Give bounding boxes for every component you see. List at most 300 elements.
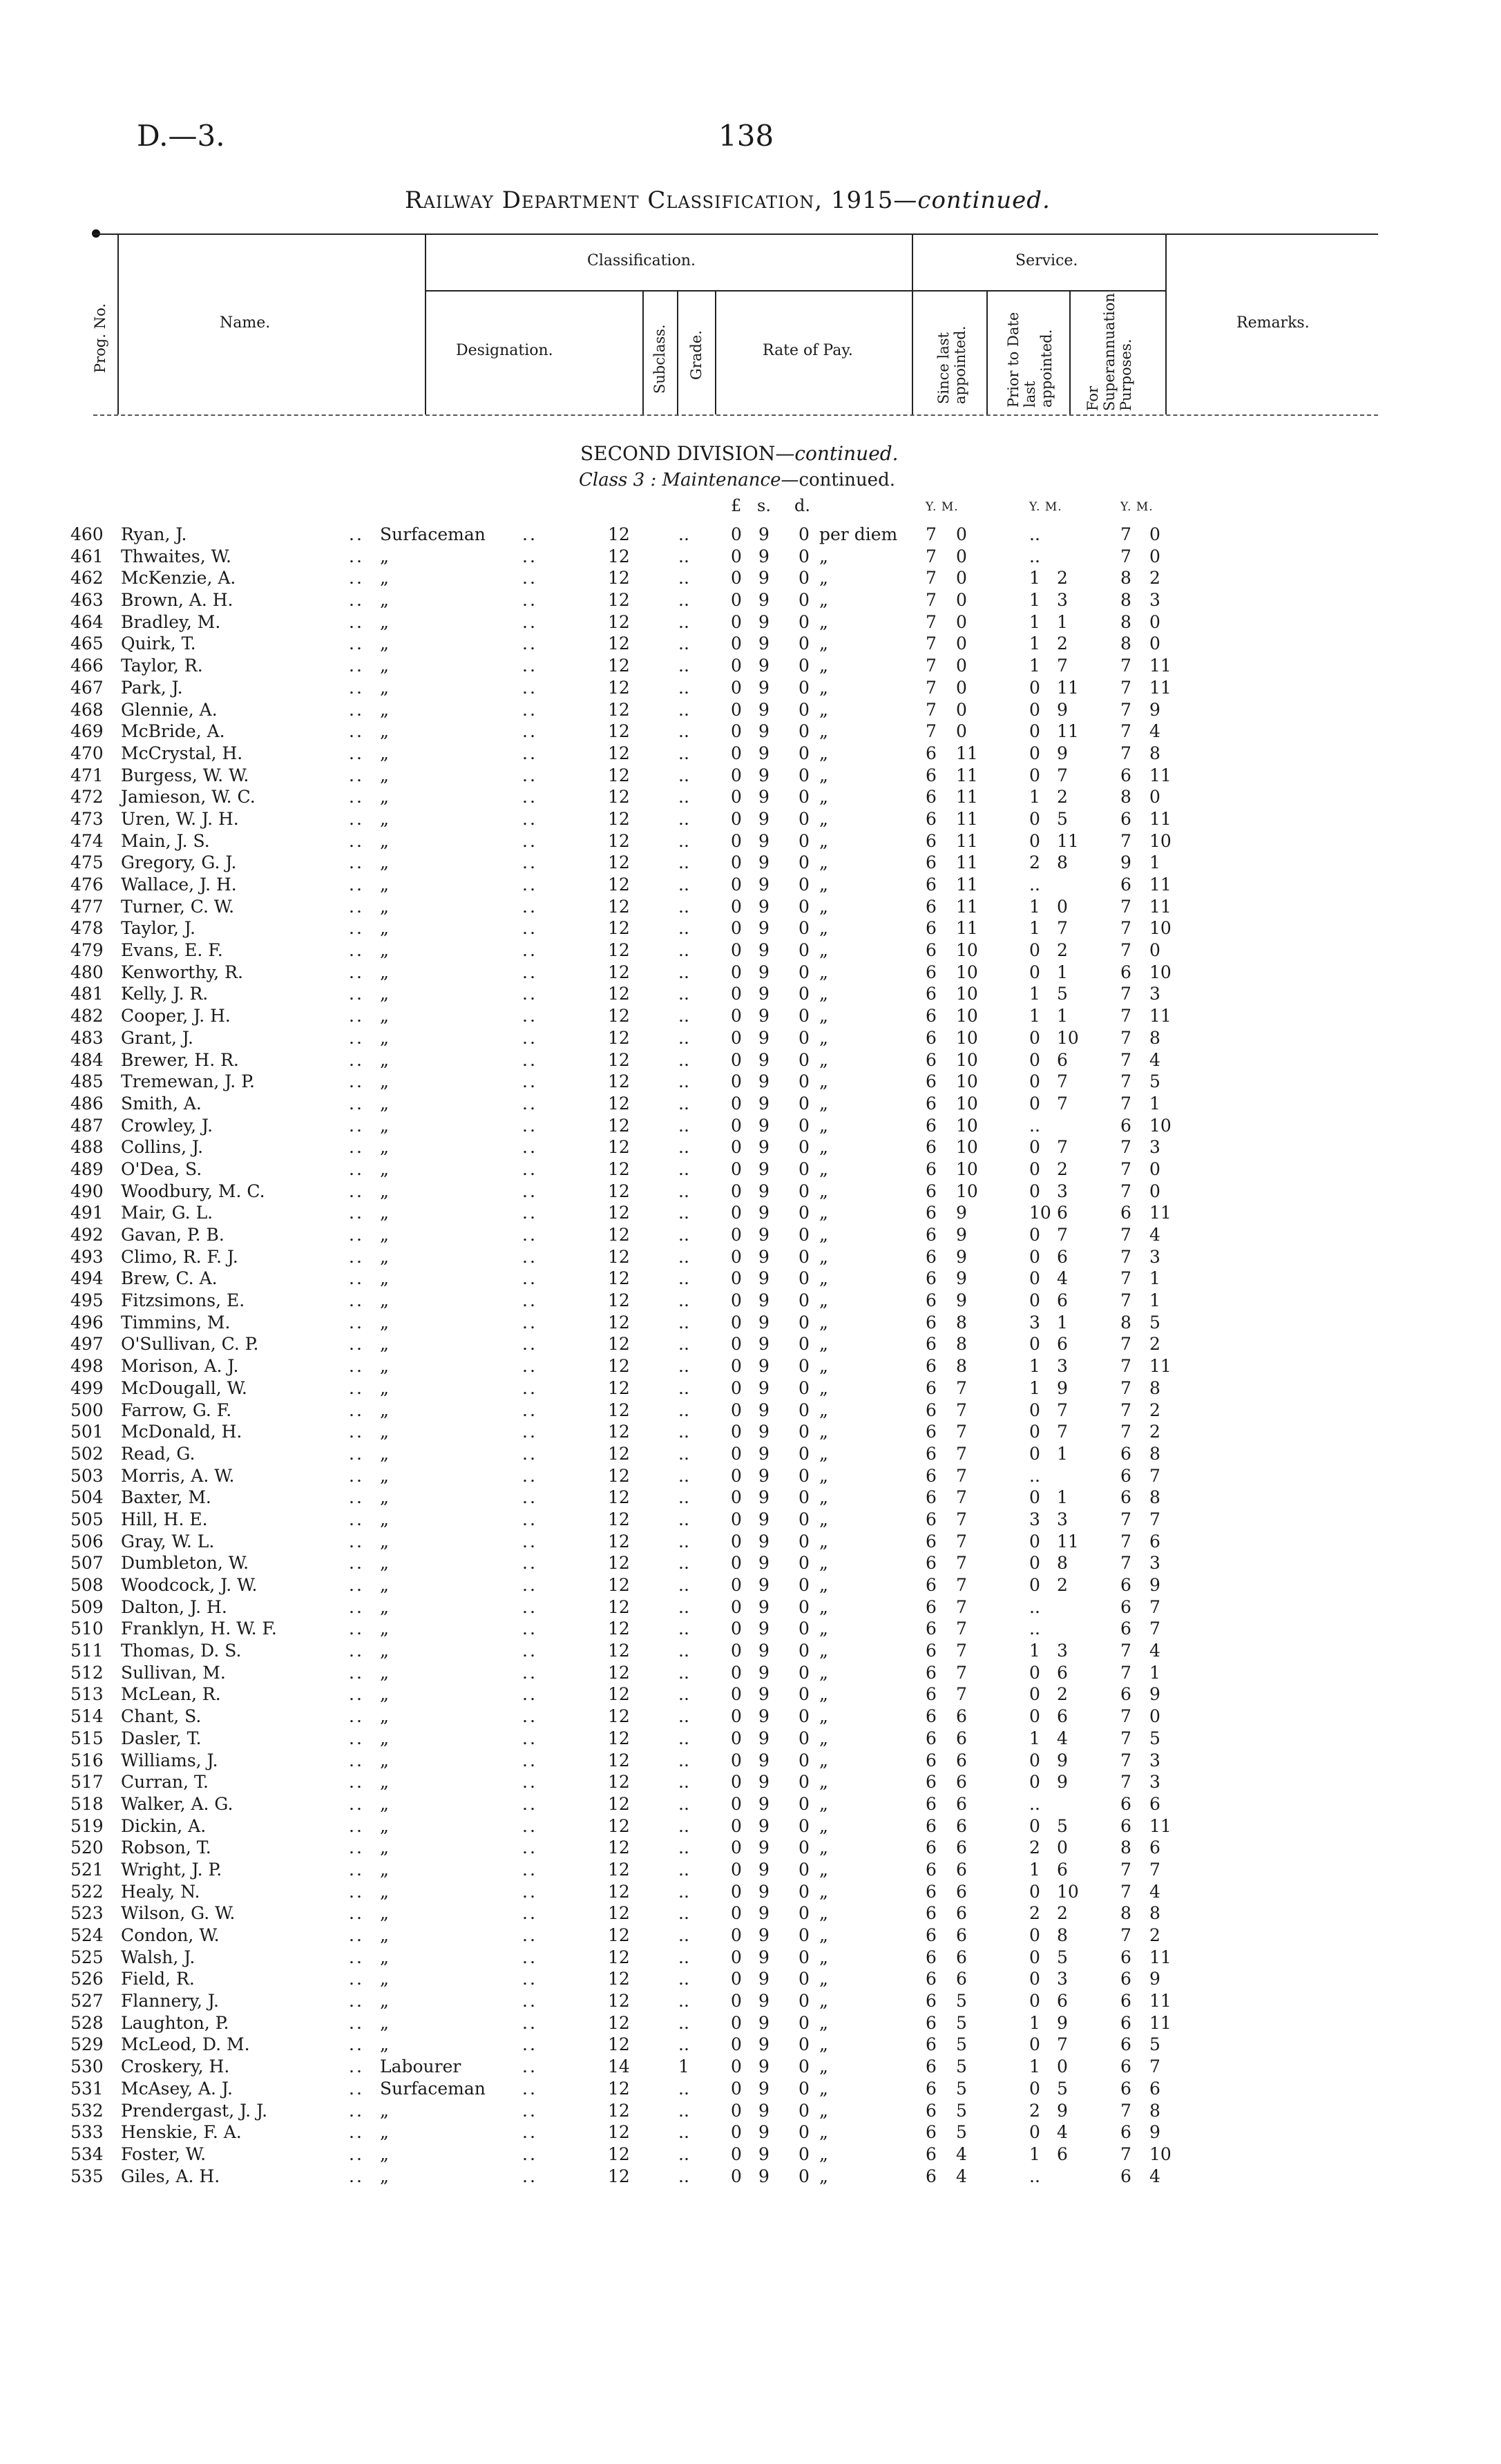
designation: „ bbox=[380, 1662, 389, 1683]
leader-dots: .. bbox=[522, 546, 537, 566]
prior-years: 0 bbox=[1029, 743, 1040, 763]
table-row bbox=[0, 1509, 1501, 1531]
pay-pence: 0 bbox=[799, 1027, 810, 1048]
since-years: 6 bbox=[926, 1290, 937, 1311]
section-continued: continued. bbox=[794, 442, 899, 465]
prior-years: .. bbox=[1029, 1465, 1040, 1486]
prior-years: .. bbox=[1029, 2166, 1040, 2186]
prog-no: 487 bbox=[70, 1115, 104, 1136]
since-months: 0 bbox=[956, 633, 967, 654]
pay-pence: 0 bbox=[799, 1947, 810, 1967]
staff-name: Morison, A. J. bbox=[121, 1356, 239, 1377]
pay-pounds: 0 bbox=[731, 1137, 742, 1158]
table-row bbox=[0, 1202, 1501, 1224]
pay-period: „ bbox=[819, 656, 828, 676]
grade: .. bbox=[678, 918, 689, 939]
leader-dots: .. bbox=[522, 1859, 537, 1880]
leader-dots: .. bbox=[349, 1837, 364, 1858]
leader-dots: .. bbox=[349, 1115, 364, 1136]
pay-shillings: 9 bbox=[758, 1465, 769, 1486]
staff-name: Evans, E. F. bbox=[121, 940, 223, 961]
prior-months: 1 bbox=[1057, 611, 1068, 632]
pay-shillings: 9 bbox=[758, 918, 769, 939]
since-months: 4 bbox=[956, 2143, 967, 2164]
subclass: 12 bbox=[608, 1793, 630, 1814]
super-months: 4 bbox=[1149, 721, 1160, 742]
leader-dots: .. bbox=[522, 1422, 537, 1442]
prior-years: 2 bbox=[1029, 1837, 1040, 1858]
super-months: 9 bbox=[1149, 699, 1160, 720]
super-years: 8 bbox=[1120, 1312, 1131, 1333]
leader-dots: .. bbox=[349, 1465, 364, 1486]
super-years: 8 bbox=[1120, 633, 1131, 654]
prog-no: 486 bbox=[70, 1093, 104, 1114]
subclass: 12 bbox=[608, 1641, 630, 1661]
pay-pence: 0 bbox=[799, 1093, 810, 1114]
pay-period: „ bbox=[819, 1706, 828, 1727]
designation: „ bbox=[380, 677, 389, 698]
pay-shillings: 9 bbox=[758, 984, 769, 1004]
leader-dots: .. bbox=[349, 1531, 364, 1551]
leader-dots: .. bbox=[349, 1225, 364, 1245]
leader-dots: .. bbox=[349, 1596, 364, 1617]
pay-pounds: 0 bbox=[731, 1290, 742, 1311]
since-years: 6 bbox=[926, 1334, 937, 1355]
designation: „ bbox=[380, 1706, 389, 1727]
subclass: 14 bbox=[608, 2056, 630, 2077]
grade: .. bbox=[678, 1859, 689, 1880]
table-row bbox=[0, 1290, 1501, 1312]
staff-name: Glennie, A. bbox=[121, 699, 218, 720]
pay-pounds: 0 bbox=[731, 1246, 742, 1267]
since-years: 6 bbox=[926, 1422, 937, 1442]
leader-dots: .. bbox=[349, 1772, 364, 1793]
leader-dots: .. bbox=[522, 1443, 537, 1464]
pay-pounds: 0 bbox=[731, 2166, 742, 2186]
since-years: 6 bbox=[926, 830, 937, 851]
pay-period: „ bbox=[819, 1465, 828, 1486]
since-years: 6 bbox=[926, 2100, 937, 2121]
leader-dots: .. bbox=[349, 918, 364, 939]
pay-pounds: 0 bbox=[731, 1422, 742, 1442]
subsection-continued: —continued. bbox=[781, 470, 895, 490]
designation: „ bbox=[380, 1925, 389, 1945]
staff-name: Main, J. S. bbox=[121, 830, 210, 851]
super-years: 7 bbox=[1120, 677, 1131, 698]
pay-shillings: 9 bbox=[758, 1509, 769, 1529]
prog-no: 497 bbox=[70, 1334, 104, 1355]
pay-pence: 0 bbox=[799, 1575, 810, 1595]
pay-pounds: 0 bbox=[731, 1815, 742, 1836]
since-months: 8 bbox=[956, 1334, 967, 1355]
pay-pounds: 0 bbox=[731, 1837, 742, 1858]
leader-dots: .. bbox=[349, 1377, 364, 1398]
pay-pounds: 0 bbox=[731, 1312, 742, 1333]
leader-dots: .. bbox=[522, 1225, 537, 1245]
pay-shillings: 9 bbox=[758, 2100, 769, 2121]
prior-years: 0 bbox=[1029, 1575, 1040, 1595]
prior-years: 0 bbox=[1029, 677, 1040, 698]
super-months: 9 bbox=[1149, 2122, 1160, 2143]
staff-name: Field, R. bbox=[121, 1969, 195, 1989]
table-row bbox=[0, 1465, 1501, 1487]
pay-pounds: 0 bbox=[731, 2122, 742, 2143]
designation: „ bbox=[380, 2122, 389, 2143]
grade: .. bbox=[678, 1728, 689, 1748]
prior-years: .. bbox=[1029, 1596, 1040, 1617]
staff-name: O'Dea, S. bbox=[121, 1158, 202, 1179]
since-years: 6 bbox=[926, 1684, 937, 1705]
since-months: 7 bbox=[956, 1377, 967, 1398]
leader-dots: .. bbox=[349, 1422, 364, 1442]
prog-no: 480 bbox=[70, 962, 104, 982]
since-months: 11 bbox=[956, 918, 978, 939]
prog-no: 460 bbox=[70, 524, 104, 544]
staff-name: Gray, W. L. bbox=[121, 1531, 215, 1551]
rule-v7 bbox=[986, 290, 988, 414]
pay-pence: 0 bbox=[799, 1706, 810, 1727]
prior-months: 6 bbox=[1057, 1334, 1068, 1355]
pay-period: „ bbox=[819, 1903, 828, 1924]
super-months: 2 bbox=[1149, 1925, 1160, 1945]
super-years: 7 bbox=[1120, 1422, 1131, 1442]
pay-pence: 0 bbox=[799, 1553, 810, 1574]
prog-no: 494 bbox=[70, 1268, 104, 1289]
super-years: 6 bbox=[1120, 808, 1131, 829]
prior-months: 6 bbox=[1057, 1290, 1068, 1311]
designation: „ bbox=[380, 1377, 389, 1398]
pay-period: „ bbox=[819, 1268, 828, 1289]
prog-no: 530 bbox=[70, 2056, 104, 2077]
staff-name: Baxter, M. bbox=[121, 1487, 211, 1508]
leader-dots: .. bbox=[522, 1181, 537, 1201]
super-years: 8 bbox=[1120, 611, 1131, 632]
since-years: 6 bbox=[926, 1706, 937, 1727]
table-row bbox=[0, 2034, 1501, 2056]
super-months: 11 bbox=[1149, 2012, 1172, 2033]
since-months: 0 bbox=[956, 590, 967, 611]
subclass: 12 bbox=[608, 1881, 630, 1902]
grade: .. bbox=[678, 1575, 689, 1595]
pay-period: „ bbox=[819, 1553, 828, 1574]
subclass: 12 bbox=[608, 1706, 630, 1727]
staff-name: Taylor, R. bbox=[121, 656, 203, 676]
since-months: 10 bbox=[956, 1137, 978, 1158]
pay-period: „ bbox=[819, 611, 828, 632]
table-row bbox=[0, 1990, 1501, 2012]
subclass: 12 bbox=[608, 1509, 630, 1529]
prior-months: 9 bbox=[1057, 1772, 1068, 1793]
prior-months: 6 bbox=[1057, 1706, 1068, 1727]
leader-dots: .. bbox=[349, 1750, 364, 1770]
prior-months: 3 bbox=[1057, 1641, 1068, 1661]
super-years: 7 bbox=[1120, 1531, 1131, 1551]
super-months: 11 bbox=[1149, 1991, 1172, 2012]
designation: Labourer bbox=[380, 2056, 461, 2077]
leader-dots: .. bbox=[349, 852, 364, 873]
leader-dots: .. bbox=[522, 984, 537, 1004]
subclass: 12 bbox=[608, 546, 630, 566]
rule-v4 bbox=[677, 290, 678, 414]
pay-pence: 0 bbox=[799, 1290, 810, 1311]
table-row bbox=[0, 1268, 1501, 1290]
pay-pence: 0 bbox=[799, 1158, 810, 1179]
pay-pence: 0 bbox=[799, 743, 810, 763]
subclass: 12 bbox=[608, 830, 630, 851]
super-years: 8 bbox=[1120, 590, 1131, 611]
prior-months: 5 bbox=[1057, 1815, 1068, 1836]
pay-period: „ bbox=[819, 1728, 828, 1748]
leader-dots: .. bbox=[349, 546, 364, 566]
grade: .. bbox=[678, 830, 689, 851]
subclass: 12 bbox=[608, 896, 630, 917]
leader-dots: .. bbox=[522, 1881, 537, 1902]
leader-dots: .. bbox=[522, 1925, 537, 1945]
since-years: 6 bbox=[926, 1903, 937, 1924]
staff-name: Jamieson, W. C. bbox=[121, 787, 256, 808]
grade: .. bbox=[678, 1268, 689, 1289]
grade: .. bbox=[678, 1531, 689, 1551]
super-years: 7 bbox=[1120, 940, 1131, 961]
subclass: 12 bbox=[608, 765, 630, 785]
leader-dots: .. bbox=[349, 743, 364, 763]
prog-no: 484 bbox=[70, 1049, 104, 1070]
pay-pence: 0 bbox=[799, 962, 810, 982]
grade: .. bbox=[678, 2078, 689, 2099]
prior-months: 2 bbox=[1057, 787, 1068, 808]
super-months: 0 bbox=[1149, 1181, 1160, 1201]
super-months: 3 bbox=[1149, 984, 1160, 1004]
since-years: 6 bbox=[926, 1377, 937, 1398]
super-years: 8 bbox=[1120, 1837, 1131, 1858]
grade: .. bbox=[678, 656, 689, 676]
leader-dots: .. bbox=[522, 2012, 537, 2033]
leader-dots: .. bbox=[522, 1312, 537, 1333]
pay-period: „ bbox=[819, 1641, 828, 1661]
super-months: 11 bbox=[1149, 677, 1172, 698]
leader-dots: .. bbox=[349, 699, 364, 720]
pay-pence: 0 bbox=[799, 1268, 810, 1289]
designation: „ bbox=[380, 2166, 389, 2186]
pay-period: „ bbox=[819, 1400, 828, 1420]
staff-name: Franklyn, H. W. F. bbox=[121, 1618, 277, 1639]
pay-period: „ bbox=[819, 1203, 828, 1223]
designation-header: Designation. bbox=[456, 342, 553, 359]
staff-name: McLeod, D. M. bbox=[121, 2034, 250, 2055]
subclass: 12 bbox=[608, 1947, 630, 1967]
super-years: 7 bbox=[1120, 1181, 1131, 1201]
designation: Surfaceman bbox=[380, 524, 486, 544]
pay-pounds: 0 bbox=[731, 656, 742, 676]
since-years: 7 bbox=[926, 611, 937, 632]
super-months: 8 bbox=[1149, 1487, 1160, 1508]
pay-shillings: 9 bbox=[758, 1377, 769, 1398]
super-years: 6 bbox=[1120, 1618, 1131, 1639]
leader-dots: .. bbox=[522, 2166, 537, 2186]
table-row bbox=[0, 1750, 1501, 1772]
since-years: 6 bbox=[926, 1596, 937, 1617]
table-row bbox=[0, 2166, 1501, 2188]
table-row bbox=[0, 1224, 1501, 1246]
prior-months: 1 bbox=[1057, 962, 1068, 982]
designation: „ bbox=[380, 1531, 389, 1551]
staff-name: Park, J. bbox=[121, 677, 183, 698]
grade: .. bbox=[678, 721, 689, 742]
since-years: 6 bbox=[926, 1750, 937, 1770]
subclass: 12 bbox=[608, 1575, 630, 1595]
table-row bbox=[0, 633, 1501, 655]
grade: .. bbox=[678, 1422, 689, 1442]
prior-months: 1 bbox=[1057, 1312, 1068, 1333]
since-months: 0 bbox=[956, 699, 967, 720]
subclass: 12 bbox=[608, 875, 630, 895]
subclass: 12 bbox=[608, 1137, 630, 1158]
pay-shillings: 9 bbox=[758, 524, 769, 544]
super-months: 0 bbox=[1149, 940, 1160, 961]
pay-shillings: 9 bbox=[758, 1422, 769, 1442]
pay-pence: 0 bbox=[799, 1903, 810, 1924]
pay-pence: 0 bbox=[799, 2012, 810, 2033]
since-months: 0 bbox=[956, 524, 967, 544]
prior-years: 0 bbox=[1029, 808, 1040, 829]
subclass: 12 bbox=[608, 1049, 630, 1070]
leader-dots: .. bbox=[522, 1071, 537, 1092]
pay-pence: 0 bbox=[799, 1356, 810, 1377]
prog-no: 463 bbox=[70, 590, 104, 611]
table-row bbox=[0, 699, 1501, 721]
pay-pence: 0 bbox=[799, 1815, 810, 1836]
since-years: 6 bbox=[926, 1947, 937, 1967]
designation: „ bbox=[380, 1684, 389, 1705]
prior-years: 0 bbox=[1029, 1750, 1040, 1770]
prog-no: 502 bbox=[70, 1443, 104, 1464]
super-months: 11 bbox=[1149, 656, 1172, 676]
pay-period: „ bbox=[819, 1071, 828, 1092]
since-months: 10 bbox=[956, 984, 978, 1004]
leader-dots: .. bbox=[522, 1158, 537, 1179]
prior-months: 7 bbox=[1057, 1137, 1068, 1158]
subclass: 12 bbox=[608, 2122, 630, 2143]
staff-name: Ryan, J. bbox=[121, 524, 187, 544]
designation: „ bbox=[380, 1312, 389, 1333]
grade: .. bbox=[678, 1969, 689, 1989]
since-months: 6 bbox=[956, 1881, 967, 1902]
table-row bbox=[0, 1662, 1501, 1684]
prog-no: 468 bbox=[70, 699, 104, 720]
prog-no: 489 bbox=[70, 1158, 104, 1179]
prior-years: .. bbox=[1029, 1793, 1040, 1814]
pay-shillings: 9 bbox=[758, 2056, 769, 2077]
since-years: 6 bbox=[926, 2012, 937, 2033]
pay-period: „ bbox=[819, 852, 828, 873]
leader-dots: .. bbox=[349, 1706, 364, 1727]
pay-shillings: 9 bbox=[758, 1246, 769, 1267]
subclass: 12 bbox=[608, 1443, 630, 1464]
since-years: 6 bbox=[926, 1049, 937, 1070]
leader-dots: .. bbox=[522, 830, 537, 851]
super-years: 7 bbox=[1120, 2100, 1131, 2121]
leader-dots: .. bbox=[349, 2166, 364, 2186]
prior-years: 0 bbox=[1029, 1443, 1040, 1464]
pay-pounds: 0 bbox=[731, 852, 742, 873]
since-years: 6 bbox=[926, 1027, 937, 1048]
super-months: 4 bbox=[1149, 1641, 1160, 1661]
staff-name: O'Sullivan, C. P. bbox=[121, 1334, 259, 1355]
designation: „ bbox=[380, 984, 389, 1004]
designation: „ bbox=[380, 1443, 389, 1464]
staff-name: Woodbury, M. C. bbox=[121, 1181, 265, 1201]
grade: .. bbox=[678, 787, 689, 808]
pay-pence: 0 bbox=[799, 1641, 810, 1661]
super-months: 11 bbox=[1149, 765, 1172, 785]
since-months: 5 bbox=[956, 2034, 967, 2055]
prior-years: 0 bbox=[1029, 1531, 1040, 1551]
pay-period: „ bbox=[819, 699, 828, 720]
since-years: 6 bbox=[926, 1246, 937, 1267]
leader-dots: .. bbox=[522, 808, 537, 829]
super-months: 9 bbox=[1149, 1684, 1160, 1705]
since-years: 6 bbox=[926, 1641, 937, 1661]
super-years: 7 bbox=[1120, 721, 1131, 742]
staff-name: Collins, J. bbox=[121, 1137, 204, 1158]
table-row bbox=[0, 1947, 1501, 1969]
grade: .. bbox=[678, 524, 689, 544]
pay-period: „ bbox=[819, 875, 828, 895]
leader-dots: .. bbox=[522, 1290, 537, 1311]
prior-years: 0 bbox=[1029, 2078, 1040, 2099]
leader-dots: .. bbox=[349, 1093, 364, 1114]
pay-shillings: 9 bbox=[758, 1181, 769, 1201]
super-months: 6 bbox=[1149, 1837, 1160, 1858]
since-years: 6 bbox=[926, 1772, 937, 1793]
pay-period: „ bbox=[819, 1356, 828, 1377]
designation: „ bbox=[380, 1903, 389, 1924]
leader-dots: .. bbox=[349, 677, 364, 698]
prior-years: 0 bbox=[1029, 830, 1040, 851]
prog-no: 518 bbox=[70, 1793, 104, 1814]
grade: .. bbox=[678, 875, 689, 895]
prog-no: 472 bbox=[70, 787, 104, 808]
pay-pence: 0 bbox=[799, 590, 810, 611]
prior-months: 2 bbox=[1057, 1158, 1068, 1179]
prior-years: 10 bbox=[1029, 1203, 1051, 1223]
prior-years: 0 bbox=[1029, 1225, 1040, 1245]
subclass: 12 bbox=[608, 1487, 630, 1508]
leader-dots: .. bbox=[349, 1662, 364, 1683]
staff-name: Mair, G. L. bbox=[121, 1203, 213, 1223]
table-row bbox=[0, 1136, 1501, 1158]
since-months: 7 bbox=[956, 1618, 967, 1639]
pay-pounds: 0 bbox=[731, 2078, 742, 2099]
pay-period: „ bbox=[819, 2078, 828, 2099]
since-months: 9 bbox=[956, 1225, 967, 1245]
pay-pence: 0 bbox=[799, 1618, 810, 1639]
unit-since-ym: Y. M. bbox=[926, 500, 959, 514]
table-row bbox=[0, 2078, 1501, 2100]
prior-months: 5 bbox=[1057, 2078, 1068, 2099]
super-months: 8 bbox=[1149, 2100, 1160, 2121]
leader-dots: .. bbox=[349, 1641, 364, 1661]
pay-pence: 0 bbox=[799, 787, 810, 808]
table-row bbox=[0, 1531, 1501, 1553]
prog-no: 501 bbox=[70, 1422, 104, 1442]
super-months: 0 bbox=[1149, 546, 1160, 566]
leader-dots: .. bbox=[349, 1947, 364, 1967]
subclass: 12 bbox=[608, 1772, 630, 1793]
super-years: 6 bbox=[1120, 1969, 1131, 1989]
subclass: 12 bbox=[608, 1246, 630, 1267]
pay-shillings: 9 bbox=[758, 1487, 769, 1508]
